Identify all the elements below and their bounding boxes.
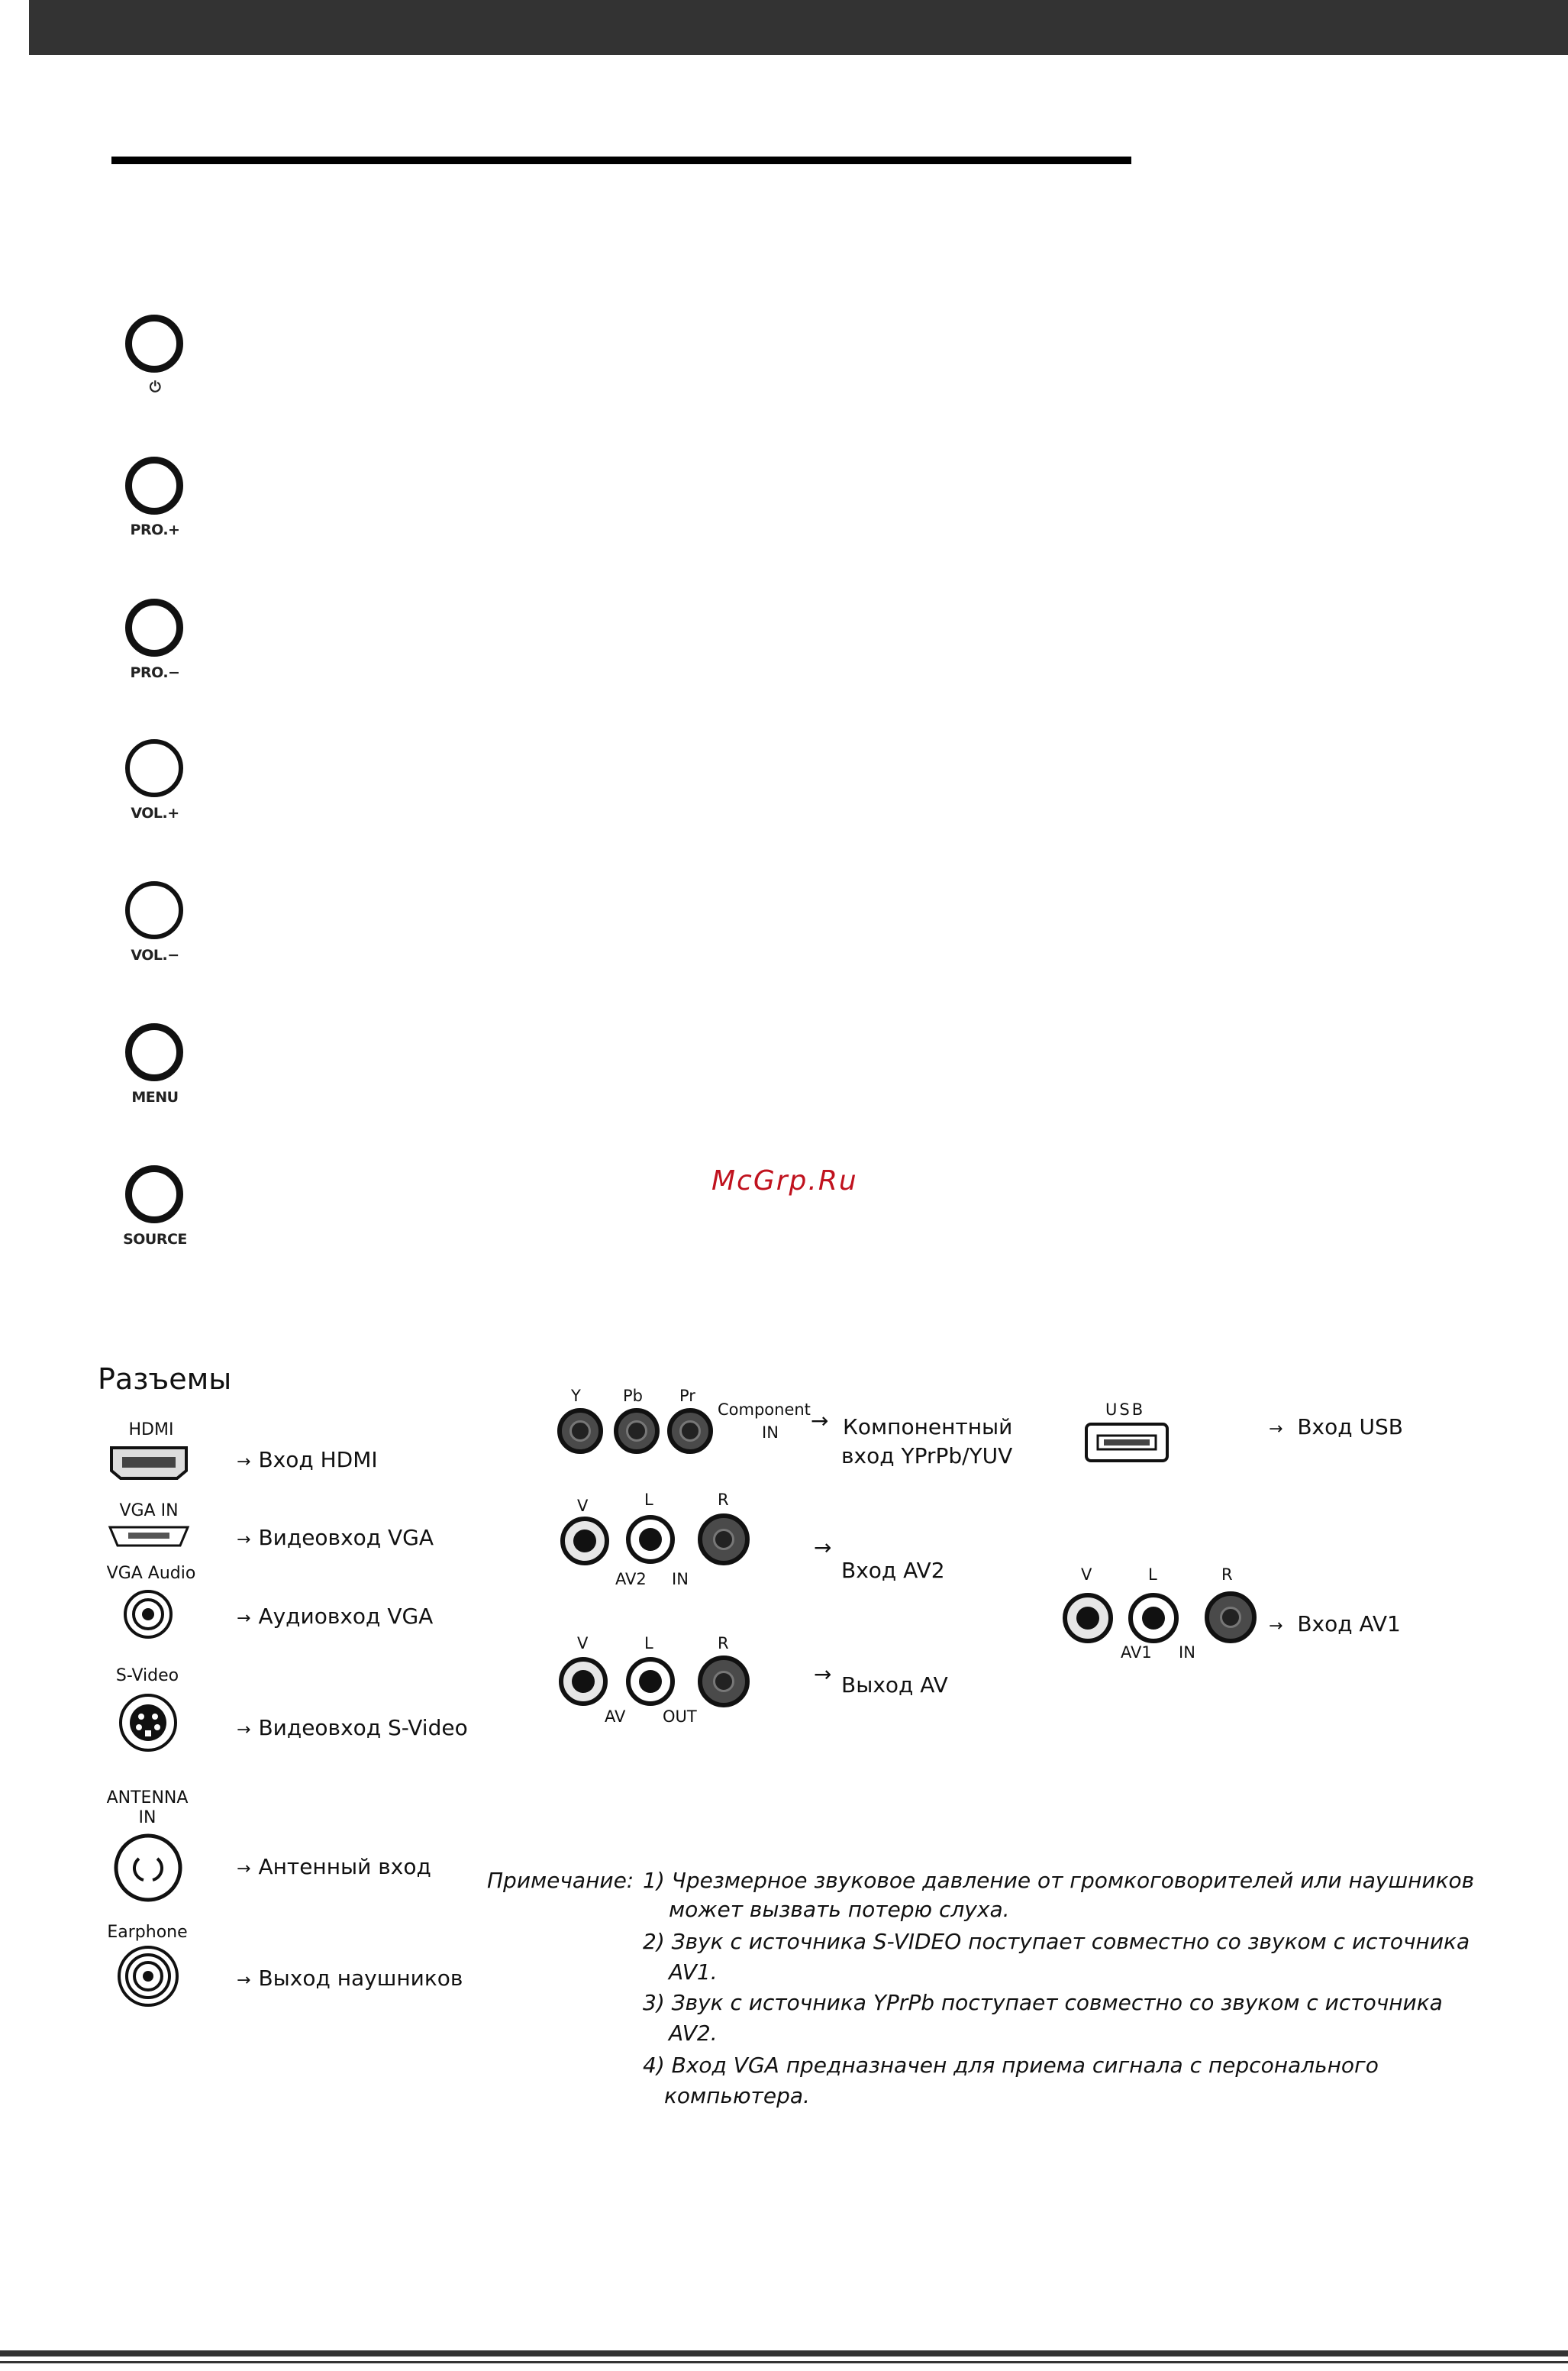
av2-v-label: V [577,1497,589,1515]
avout-v-jack [559,1657,608,1706]
vga-port-icon [105,1523,192,1550]
menu-button-label: MENU [131,1089,179,1106]
antenna-label-1: ANTENNA [106,1788,189,1807]
hdmi-desc: → Вход HDMI [237,1447,378,1472]
component-pb-jack [614,1408,660,1454]
vol-plus-button-icon [125,739,183,797]
vga-audio-label: VGA Audio [106,1564,196,1583]
avout-arrow: → [814,1662,832,1687]
av2-desc: Вход AV2 [841,1558,945,1583]
note-1b: может вызвать потерю слуха. [669,1897,1010,1922]
component-pr-jack [667,1408,713,1454]
av1-sub1: AV1 [1121,1643,1152,1662]
avout-sub1: AV [605,1707,626,1726]
antenna-label-2: IN [138,1808,156,1827]
pro-plus-button-icon [125,457,183,515]
earphone-desc: → Выход наушников [237,1966,463,1991]
notes-prefix: Примечание: [487,1868,634,1893]
component-y-jack [557,1408,603,1454]
avout-r-jack [698,1656,750,1707]
s-video-label: S-Video [115,1666,179,1685]
power-button-label: ⏻ [149,379,161,396]
note-2a: 2) Звук с источника S-VIDEO поступает совместно со звуком с источника [643,1929,1470,1954]
av1-l-label: L [1148,1565,1157,1584]
note-2b: AV1. [669,1959,718,1985]
note-3b: AV2. [669,2021,718,2046]
pro-plus-button-label: PRO.+ [130,522,180,538]
header-bar [29,0,1568,55]
antenna-port-icon [113,1833,183,1903]
note-3a: 3) Звук с источника YPrPb поступает совместно со звуком с источника [643,1990,1443,2015]
vga-in-label: VGA IN [119,1501,179,1520]
av2-r-label: R [718,1491,729,1509]
vga-audio-desc: → Аудиовход VGA [237,1604,434,1629]
source-button-icon [125,1165,183,1223]
connectors-heading: Разъемы [98,1362,232,1396]
avout-r-label: R [718,1634,729,1652]
av1-sub2: IN [1179,1643,1195,1662]
hdmi-label: HDMI [128,1420,174,1439]
usb-port-icon [1084,1422,1170,1463]
pro-minus-button-label: PRO.− [130,664,180,681]
av2-v-jack [560,1517,609,1565]
footer-rule [0,2350,1568,2356]
component-desc-1: Компонентный [843,1414,1013,1439]
source-button-label: SOURCE [123,1231,187,1248]
title-rule [111,157,1131,164]
usb-desc: → Вход USB [1269,1414,1403,1439]
footer-rule-thin [0,2361,1568,2363]
component-pb-label: Pb [623,1387,643,1405]
component-pr-label: Pr [679,1387,695,1405]
vol-minus-button-label: VOL.− [131,947,179,964]
note-1a: 1) Чрезмерное звуковое давление от громкоговорителей или наушников [643,1868,1475,1893]
antenna-desc: → Антенный вход [237,1854,431,1879]
avout-l-jack [626,1657,675,1706]
hdmi-port-icon [108,1445,189,1481]
avout-v-label: V [577,1634,589,1652]
av2-l-jack [626,1515,675,1564]
component-label-2: IN [762,1423,779,1442]
vga-in-desc: → Видеовход VGA [237,1525,434,1550]
power-button-icon [125,315,183,373]
av2-l-label: L [644,1491,653,1509]
av2-sub1: AV2 [615,1570,647,1588]
av1-v-label: V [1081,1565,1092,1584]
av2-r-jack [698,1513,750,1565]
avout-sub2: OUT [663,1707,697,1726]
vol-minus-button-icon [125,881,183,939]
component-arrow: → [811,1408,829,1433]
usb-label: USB [1105,1400,1146,1419]
av2-arrow: → [814,1535,832,1560]
component-desc-2: вход YPrPb/YUV [841,1443,1013,1468]
earphone-jack-icon [116,1944,180,2008]
vol-plus-button-label: VOL.+ [131,805,179,822]
av1-v-jack [1063,1593,1113,1643]
earphone-label: Earphone [107,1923,188,1942]
pro-minus-button-icon [125,599,183,657]
note-4a: 4) Вход VGA предназначен для приема сигнала с персонального [643,2053,1379,2078]
note-4b: компьютера. [664,2083,810,2108]
av2-sub2: IN [672,1570,689,1588]
avout-l-label: L [644,1634,653,1652]
av1-r-label: R [1221,1565,1233,1584]
s-video-port-icon [118,1692,179,1753]
menu-button-icon [125,1023,183,1081]
avout-desc: Выход AV [841,1672,948,1697]
component-y-label: Y [571,1387,581,1405]
watermark: McGrp.Ru [711,1165,858,1197]
av1-l-jack [1128,1593,1179,1643]
component-label-1: Component [718,1400,811,1419]
s-video-desc: → Видеовход S-Video [237,1715,468,1740]
av1-r-jack [1205,1591,1257,1643]
vga-audio-jack-icon [122,1588,174,1640]
av1-desc: → Вход AV1 [1269,1611,1401,1636]
